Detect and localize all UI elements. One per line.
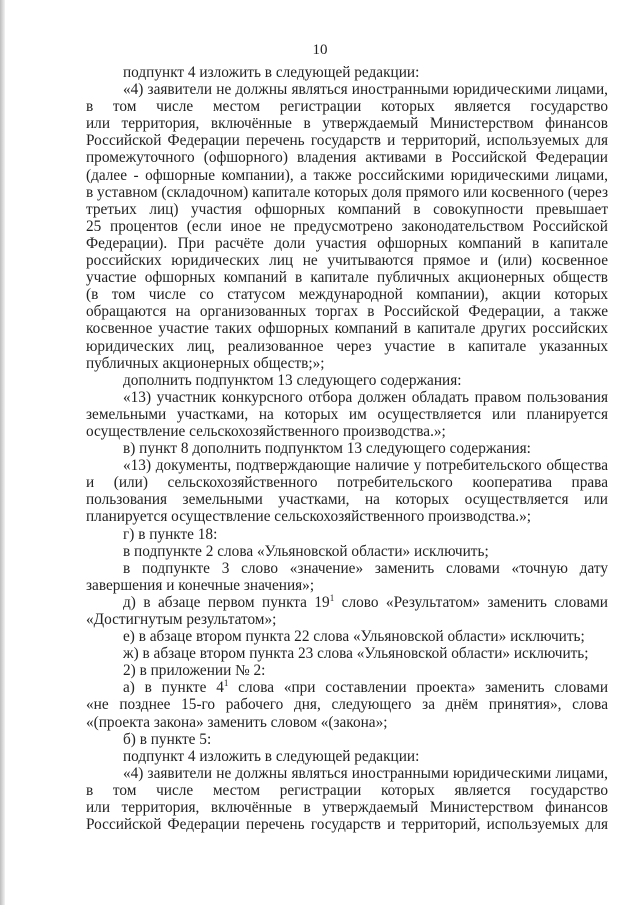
text-line (86, 286, 608, 303)
line-text: российских юридических лиц не учитываются прямое и (или) косвенное (86, 252, 608, 270)
line-text: в подпункте 2 слова «Ульяновской области» исключить; (123, 542, 489, 560)
line-text: косвенное участие таких офшорных компаний в капитале других российских (86, 320, 608, 338)
text-line (86, 662, 608, 679)
line-text: в том числе местом регистрации которых является государство (86, 98, 608, 116)
scan-edge (0, 0, 5, 905)
text-line (86, 389, 608, 406)
text-line (86, 765, 608, 782)
text-line (86, 235, 608, 252)
line-text: или территория, включённые в утверждаемый Министерством финансов (86, 115, 608, 133)
text-line (86, 491, 608, 508)
line-text: г) в пункте 18: (123, 525, 218, 543)
line-text: завершения и конечные значения»; (86, 576, 315, 594)
document-body (86, 64, 608, 833)
page-number: 10 (312, 42, 328, 58)
text-line (86, 714, 608, 731)
line-text: в том числе местом регистрации которых является государство (86, 781, 608, 799)
text-line (86, 269, 608, 286)
line-text: осуществление сельскохозяйственного производства.»; (86, 422, 446, 440)
line-text: (далее - офшорные компании), а также российскими юридическими лицами, (86, 166, 608, 184)
text-line (86, 320, 608, 337)
text-line (86, 132, 608, 149)
line-text: промежуточного (офшорного) владения активами в Российской Федерации (86, 149, 608, 167)
superscript: 1 (223, 678, 229, 689)
line-text: «13) документы, подтверждающие наличие у потребительского общества (123, 457, 608, 475)
line-text: публичных акционерных обществ;»; (86, 354, 325, 372)
line-text-continued: слова «при составлении проекта» заменить словами (228, 679, 609, 697)
line-text: б) в пункте 5: (123, 730, 212, 748)
text-line (86, 115, 608, 132)
line-text: е) в абзаце втором пункта 22 слова «Ульяновской области» исключить; (123, 628, 585, 646)
text-line (86, 440, 608, 457)
line-text: в уставном (складочном) капитале которых доля прямого или косвенного (через (86, 183, 609, 201)
line-text: или территория, включённые в утверждаемый Министерством финансов (86, 799, 608, 817)
text-line (86, 406, 608, 423)
line-text-continued: слово «Результатом» заменить словами (334, 593, 608, 611)
line-text: подпункт 4 изложить в следующей редакции: (123, 747, 420, 765)
text-line (86, 560, 608, 577)
text-line (86, 782, 608, 799)
text-line (86, 799, 608, 816)
text-line (86, 748, 608, 765)
line-text: дополнить подпунктом 13 следующего содержания: (123, 371, 462, 389)
text-line (86, 594, 608, 611)
line-text: земельными участками, на которых им осуществляется или планируется (86, 405, 608, 423)
text-line (86, 64, 608, 81)
text-line (86, 149, 608, 166)
text-line (86, 184, 608, 201)
line-text: «Достигнутым результатом»; (86, 611, 277, 628)
text-line (86, 577, 608, 594)
superscript: 1 (329, 592, 335, 603)
text-line (86, 201, 608, 218)
line-text: (в том числе со статусом международной компании), акции которых (86, 286, 608, 304)
text-line (86, 474, 608, 491)
text-line (86, 526, 608, 543)
line-text: в) пункт 8 дополнить подпунктом 13 следующего содержания: (123, 440, 531, 458)
line-text: «4) заявители не должны являться иностранными юридическими лицами, (123, 81, 608, 99)
line-text: «13) участник конкурсного отбора должен обладать правом пользования (123, 388, 608, 406)
text-line (86, 423, 608, 440)
line-text: планируется осуществление сельскохозяйственного производства.»; (86, 508, 531, 526)
line-text: Российской Федерации перечень государств и территорий, используемых для (86, 132, 608, 150)
text-line (86, 696, 608, 713)
text-line (86, 355, 608, 372)
text-line (86, 303, 608, 320)
text-line (86, 679, 608, 696)
line-text: «(проекта закона» заменить словом «(закона»; (86, 713, 388, 731)
line-text: участие офшорных компаний в капитале публичных акционерных обществ (86, 269, 608, 287)
line-text: обращаются на организованных торгах в Российской Федерации, а также (86, 303, 608, 321)
text-line (86, 731, 608, 748)
text-line (86, 98, 608, 115)
line-text: ж) в абзаце втором пункта 23 слова «Ульяновской области» исключить; (123, 645, 589, 663)
line-text: юридических лиц, реализованное через участие в капитале указанных (86, 337, 608, 355)
line-text: д) в абзаце первом пункта 19 (123, 593, 330, 611)
line-text: подпункт 4 изложить в следующей редакции: (123, 64, 420, 81)
line-text: 25 процентов (если иное не предусмотрено законодательством Российской (86, 217, 608, 235)
text-line (86, 816, 608, 833)
line-text: пользования земельными участками, на которых осуществляется или (86, 491, 608, 509)
line-text: «не позднее 15-го рабочего дня, следующего за днём принятия», слова (86, 696, 608, 714)
text-line (86, 645, 608, 662)
line-text: Российской Федерации перечень государств и территорий, используемых для (86, 816, 608, 834)
line-text: третьих лиц) участия офшорных компаний в совокупности превышает (86, 200, 608, 218)
text-line (86, 372, 608, 389)
text-line (86, 611, 608, 628)
text-line (86, 218, 608, 235)
line-text: «4) заявители не должны являться иностранными юридическими лицами, (123, 764, 608, 782)
line-text: 2) в приложении № 2: (123, 662, 266, 680)
text-line (86, 81, 608, 98)
text-line (86, 543, 608, 560)
text-line (86, 457, 608, 474)
text-line (86, 252, 608, 269)
text-line (86, 167, 608, 184)
line-text: и (или) сельскохозяйственного потребительского кооператива права (86, 474, 608, 492)
line-text: в подпункте 3 слово «значение» заменить словами «точную дату (123, 559, 608, 577)
text-line (86, 338, 608, 355)
text-line (86, 508, 608, 525)
line-text: а) в пункте 4 (123, 679, 224, 697)
text-line (86, 628, 608, 645)
line-text: Федерации). При расчёте доли участия офшорных компаний в капитале (86, 234, 608, 252)
